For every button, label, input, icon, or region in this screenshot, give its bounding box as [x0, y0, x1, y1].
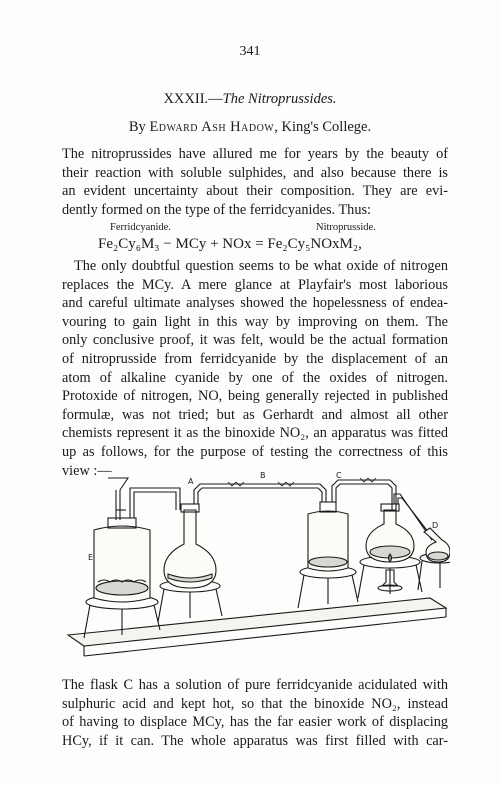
label-d: D: [432, 521, 439, 530]
after-figure-paragraph: [62, 676, 448, 750]
body-paragraph: [62, 257, 448, 480]
article-title: [0, 91, 500, 108]
label-b: B: [260, 471, 266, 480]
text-line: chemists represent it as the binoxide NO₂, an apparatus was fitted: [62, 425, 448, 442]
text-line: The flask C has a solution of pure ferridcyanide acidulated with: [62, 677, 448, 693]
label-nitroprusside: Nitroprusside.: [316, 222, 376, 233]
funnel: [108, 478, 128, 520]
text-line: The nitroprussides have allured me for years by the beauty of: [62, 146, 448, 162]
chemical-equation: Fe₂Cy₆M₃ − MCy + NOx = Fe₂Cy₅NOxM₂,: [98, 236, 362, 252]
text-line: formulæ, was not tried; but as Gerhardt and almost all other: [62, 406, 448, 423]
label-a: A: [188, 477, 194, 486]
text-line: only conclusive proof, it was felt, would be the actual formation: [62, 332, 448, 349]
text-line: atom of alkaline cyanide by one of the oxides of nitrogen.: [62, 369, 448, 386]
text-line: HCy, if it can. The whole apparatus was first filled with car-: [62, 732, 448, 749]
text-line: up as follows, for the purpose of testing the correctness of this: [62, 443, 448, 460]
article-title-text: The Nitroprussides.: [222, 91, 337, 107]
apparatus-figure: [60, 470, 450, 660]
text-line: vouring to gain light in this way by improving on them. The: [62, 313, 448, 330]
label-ferridcyanide: Ferridcyanide.: [110, 222, 171, 233]
text-line: an evident uncertainty about their composition. They are evi-: [62, 183, 448, 200]
text-line: replaces the MCy. A mere glance at Playfair's most laborious: [62, 276, 448, 293]
bench-top: [68, 598, 446, 646]
author-byline: [0, 119, 500, 136]
text-line: their reaction with soluble sulphides, and also because there is: [62, 164, 448, 181]
text-line: Protoxide of nitrogen, NO, being generally rejected in published: [62, 388, 448, 405]
text-line: The only doubtful question seems to be what oxide of nitrogen: [74, 258, 448, 274]
page-number: 341: [239, 44, 261, 59]
text-line: dently formed on the type of the ferridcyanides. Thus:: [62, 201, 372, 218]
label-e: E: [88, 553, 94, 562]
intro-paragraph: [62, 145, 448, 219]
text-line: of having to displace MCy, has the far easier work of displacing: [62, 714, 448, 731]
tube-a-b: [194, 484, 326, 504]
text-line: and careful ultimate analyses showed the hopelessness of endea-: [62, 295, 448, 312]
byline-prefix: By: [128, 119, 146, 135]
label-c: C: [336, 471, 342, 480]
text-line: view :—: [62, 462, 112, 479]
text-line: sulphuric acid and kept hot, so that the binoxide NO₂, instead: [62, 695, 448, 712]
text-line: of nitroprusside from ferridcyanide by the displacement of an: [62, 350, 448, 367]
author-name: Edward Ash Hadow: [149, 119, 275, 135]
author-affiliation: , King's College.: [274, 119, 372, 135]
article-number: XXXII.—: [163, 91, 223, 107]
